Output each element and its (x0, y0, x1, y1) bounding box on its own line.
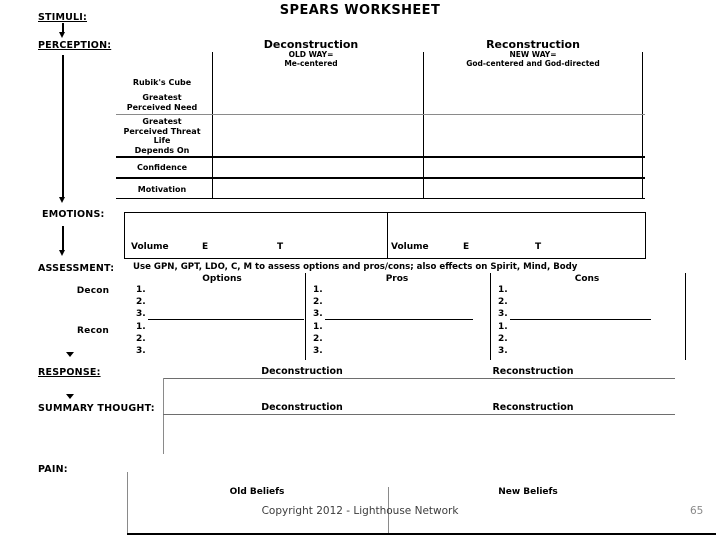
arrow-shaft (62, 55, 64, 198)
arrow-head-icon (59, 197, 65, 203)
table-hline-4 (116, 198, 645, 199)
row-label-line: Confidence (136, 163, 187, 172)
arrow-emotions-to-assessment (59, 226, 67, 257)
row-label-confidence (116, 163, 208, 173)
item-number: 1. (313, 321, 323, 332)
row-label-line: Perceived Threat (123, 126, 201, 136)
summary-reconstruction-header: Reconstruction (492, 402, 574, 413)
list-item (136, 334, 304, 346)
arrow-stimuli-to-perception (59, 23, 67, 38)
t-label-decon: T (277, 242, 284, 252)
cons-list (498, 285, 684, 358)
new-way-subtitle: NEW WAY= (509, 50, 557, 59)
row-label-life-depends-on (116, 136, 208, 155)
assessment-vline-3 (685, 273, 686, 360)
assessment-vline-2 (490, 273, 491, 360)
copyright-text: Copyright 2012 - Lighthouse Network (261, 505, 459, 517)
arrow-head-icon (59, 250, 65, 256)
list-item (498, 297, 684, 309)
response-deconstruction-header: Deconstruction (261, 366, 343, 377)
list-item (498, 309, 684, 321)
beliefs-box-left-edge (127, 472, 128, 533)
stimuli-label: STIMULI: (38, 12, 88, 23)
e-label-decon: E (202, 242, 209, 252)
item-number: 2. (313, 333, 323, 344)
fill-in-line (325, 319, 473, 320)
list-item (313, 297, 489, 309)
item-number: 3. (136, 345, 146, 356)
list-item (136, 309, 304, 321)
new-beliefs-header: New Beliefs (498, 487, 558, 497)
item-number: 3. (498, 309, 508, 320)
row-label-motivation (116, 185, 208, 195)
list-item (136, 297, 304, 309)
response-box-left-edge (163, 378, 164, 454)
pain-label: PAIN: (38, 464, 68, 475)
summary-thought-label: SUMMARY THOUGHT: (38, 403, 155, 414)
table-hline-3 (116, 177, 645, 179)
emotions-label: EMOTIONS: (42, 209, 105, 220)
reconstruction-header (443, 39, 623, 68)
row-label-greatest-perceived-need (116, 93, 208, 112)
response-underline (163, 378, 675, 379)
response-reconstruction-header: Reconstruction (492, 366, 574, 377)
options-list (136, 285, 304, 358)
list-item (313, 322, 489, 334)
reconstruction-title: Reconstruction (486, 38, 580, 51)
table-hline-2 (116, 156, 645, 158)
row-label-line: Depends On (134, 145, 190, 155)
beliefs-box-bottom-edge (127, 533, 716, 535)
list-item (313, 285, 489, 297)
volume-label-decon: Volume (131, 242, 169, 252)
list-item (136, 346, 304, 358)
item-number: 2. (498, 297, 508, 308)
list-item (313, 346, 489, 358)
list-item (136, 285, 304, 297)
row-label-line: Perceived Need (126, 102, 198, 112)
arrow-perception-to-emotions (59, 55, 67, 204)
perception-label: PERCEPTION: (38, 40, 112, 51)
list-item (498, 334, 684, 346)
list-item (498, 322, 684, 334)
item-number: 1. (498, 285, 508, 295)
item-number: 1. (136, 321, 146, 332)
item-number: 3. (313, 309, 323, 320)
item-number: 1. (136, 285, 146, 295)
row-label-line: Greatest (142, 117, 182, 126)
e-label-recon: E (463, 242, 470, 252)
row-label-line: Rubik's Cube (132, 78, 192, 87)
me-centered-subtitle: Me-centered (284, 58, 338, 68)
recon-row-label: Recon (77, 326, 109, 336)
row-label-greatest-perceived-threat (116, 117, 208, 136)
summary-underline (163, 414, 675, 415)
decon-row-label: Decon (76, 286, 110, 296)
item-number: 2. (313, 297, 323, 308)
item-number: 3. (313, 345, 323, 356)
pros-list (313, 285, 489, 358)
options-column-header: Options (202, 274, 242, 284)
list-item (313, 309, 489, 321)
old-beliefs-header: Old Beliefs (229, 487, 285, 497)
assessment-vline-1 (305, 273, 306, 360)
volume-label-recon: Volume (391, 242, 429, 252)
list-item (136, 322, 304, 334)
row-label-line: Greatest (142, 93, 182, 102)
emotions-box-divider (387, 212, 388, 258)
row-label-line: Motivation (137, 185, 187, 194)
pros-column-header: Pros (385, 274, 409, 284)
assessment-instruction: Use GPN, GPT, LDO, C, M to assess options and pros/cons; also effects on Spirit, Mind, Body (133, 262, 578, 272)
assessment-label: ASSESSMENT: (38, 263, 115, 274)
list-item (498, 285, 684, 297)
item-number: 2. (136, 297, 146, 308)
arrow-head-icon (66, 394, 74, 399)
t-label-recon: T (535, 242, 542, 252)
row-label-line: Life (153, 136, 171, 145)
list-item (313, 334, 489, 346)
fill-in-line (148, 319, 304, 320)
response-label: RESPONSE: (38, 367, 101, 378)
item-number: 1. (313, 285, 323, 295)
item-number: 3. (498, 345, 508, 356)
arrow-head-icon (59, 32, 65, 38)
item-number: 1. (498, 321, 508, 332)
table-hline-1 (116, 114, 645, 115)
deconstruction-header (236, 39, 386, 68)
god-centered-subtitle: God-centered and God-directed (466, 58, 600, 68)
item-number: 2. (136, 333, 146, 344)
deconstruction-title: Deconstruction (263, 38, 359, 51)
arrow-head-icon (66, 352, 74, 357)
cons-column-header: Cons (574, 274, 600, 284)
page-number: 65 (690, 505, 704, 517)
arrow-shaft (62, 226, 64, 251)
list-item (498, 346, 684, 358)
row-label-rubiks-cube (116, 78, 208, 88)
fill-in-line (510, 319, 651, 320)
item-number: 2. (498, 333, 508, 344)
page-title: SPEARS WORKSHEET (279, 3, 441, 18)
summary-deconstruction-header: Deconstruction (261, 402, 343, 413)
item-number: 3. (136, 309, 146, 320)
old-way-subtitle: OLD WAY= (288, 50, 334, 59)
